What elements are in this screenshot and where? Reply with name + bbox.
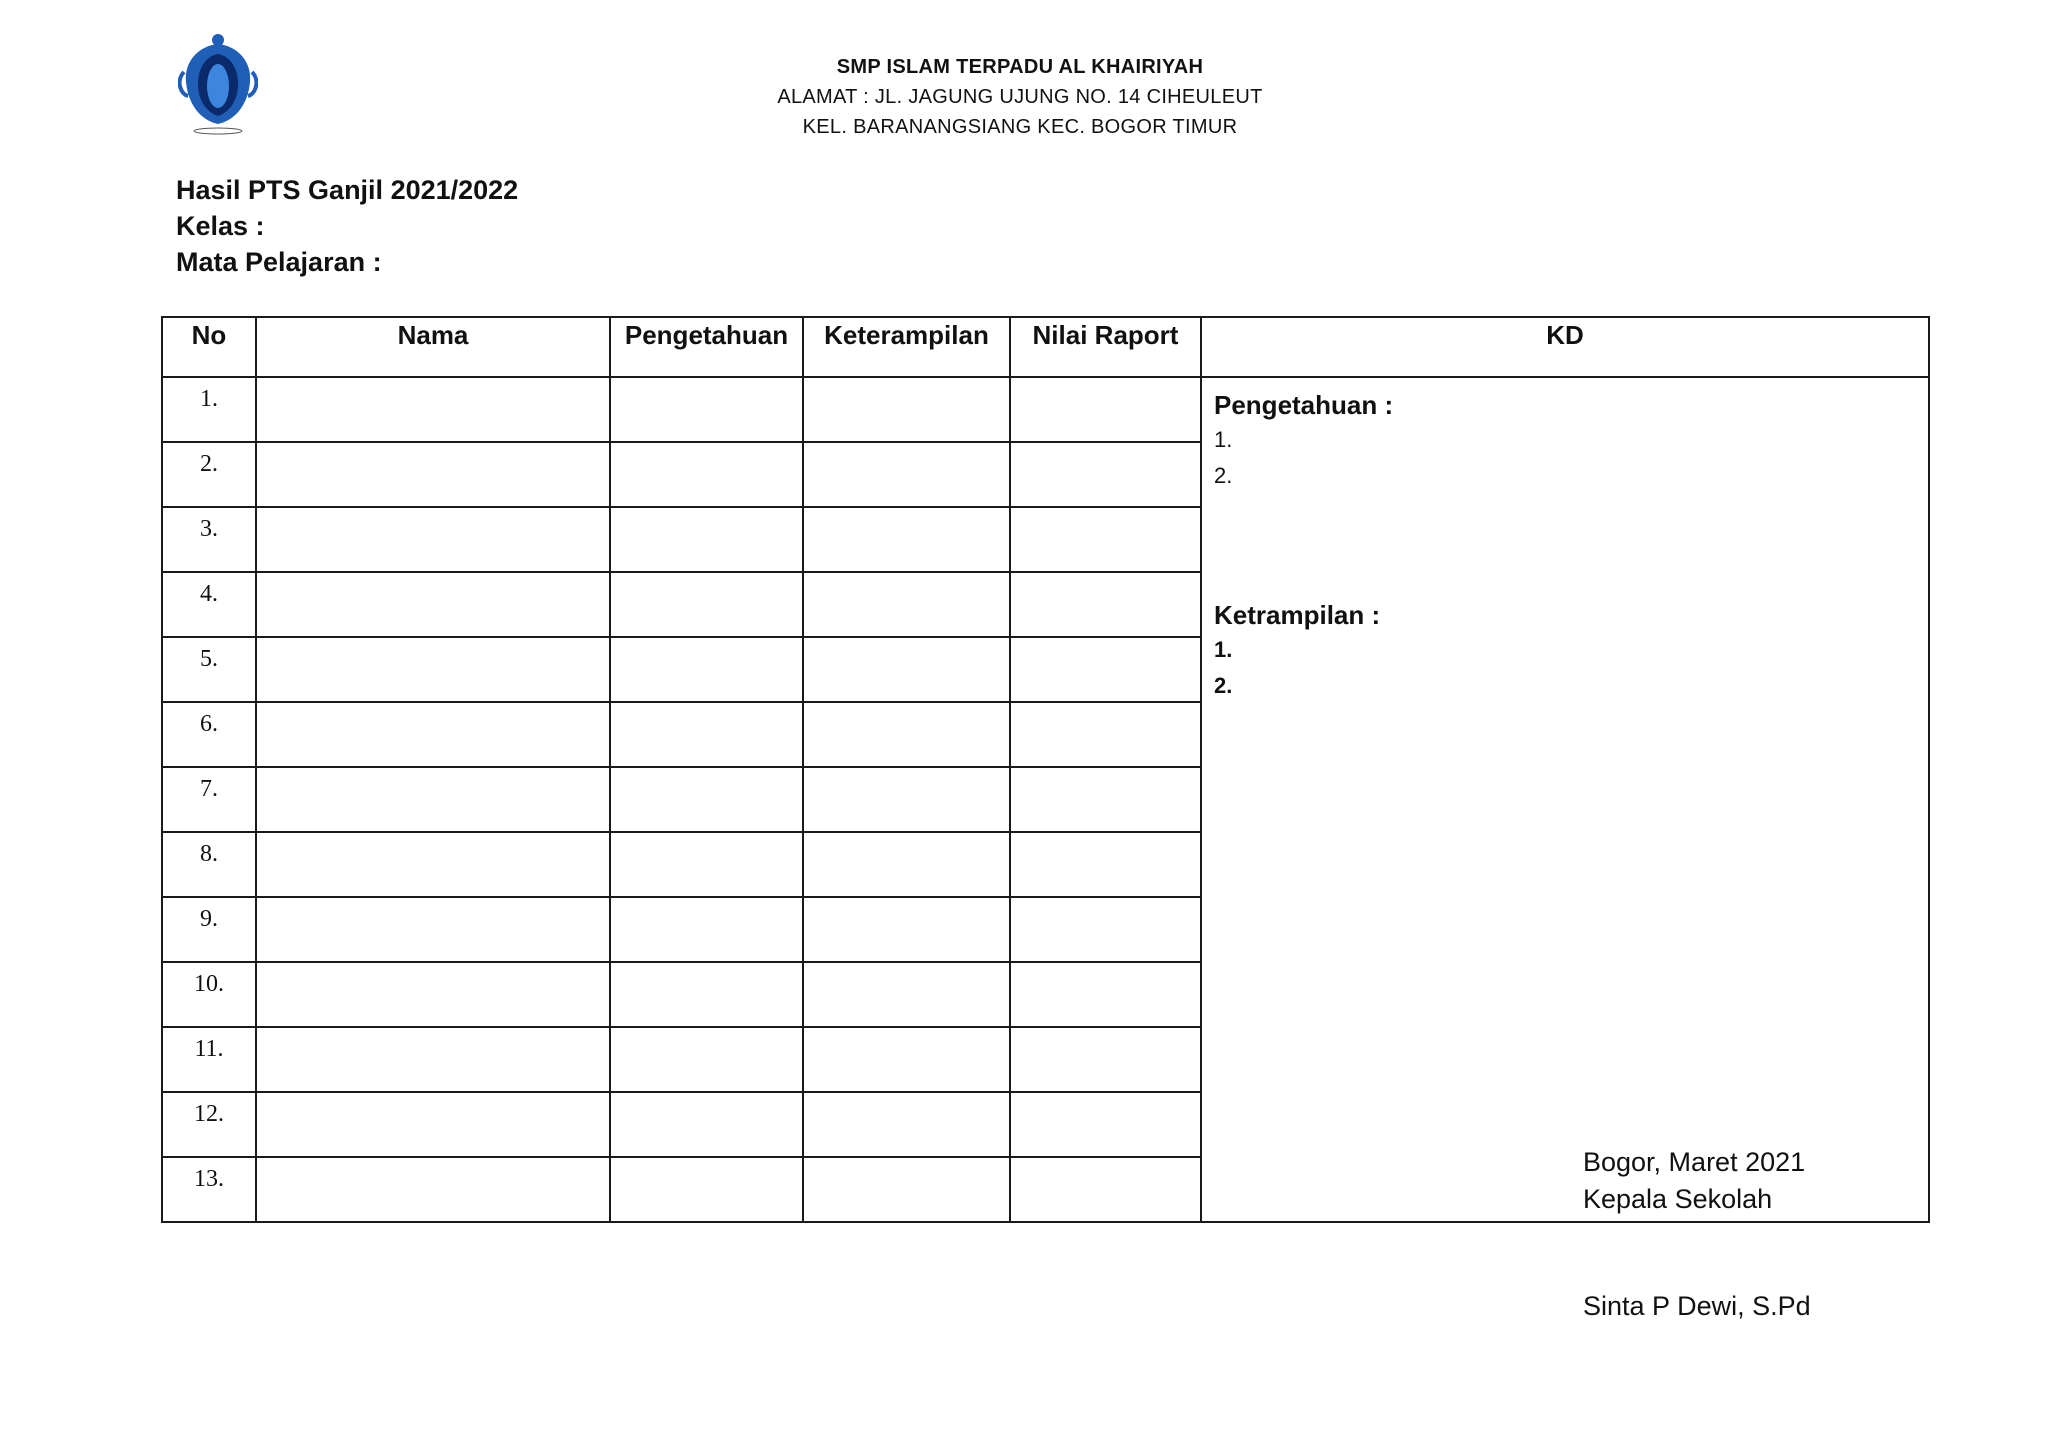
- nilai-raport-cell[interactable]: [1010, 832, 1201, 897]
- nama-cell[interactable]: [256, 507, 610, 572]
- row-number: 5.: [162, 637, 256, 702]
- pengetahuan-cell[interactable]: [610, 897, 803, 962]
- row-number: 9.: [162, 897, 256, 962]
- nilai-raport-cell[interactable]: [1010, 572, 1201, 637]
- kd-keterampilan-item: 1.: [1214, 637, 1233, 662]
- nama-cell[interactable]: [256, 1157, 610, 1222]
- signer-name: Sinta P Dewi, S.Pd: [1583, 1291, 1811, 1321]
- row-number: 12.: [162, 1092, 256, 1157]
- pengetahuan-cell[interactable]: [610, 962, 803, 1027]
- row-number: 6.: [162, 702, 256, 767]
- pengetahuan-cell[interactable]: [610, 1092, 803, 1157]
- kd-cell: [1201, 377, 1929, 1222]
- pengetahuan-cell[interactable]: [610, 1157, 803, 1222]
- kd-pengetahuan-item: 1.: [1214, 427, 1233, 452]
- pengetahuan-cell[interactable]: [610, 572, 803, 637]
- school-name: SMP ISLAM TERPADU AL KHAIRIYAH: [836, 56, 1204, 78]
- column-header-no: No: [162, 317, 256, 377]
- column-header-keterampilan: Keterampilan: [803, 317, 1010, 377]
- pengetahuan-cell[interactable]: [610, 637, 803, 702]
- keterampilan-cell[interactable]: [803, 702, 1010, 767]
- keterampilan-cell[interactable]: [803, 1027, 1010, 1092]
- nilai-raport-cell[interactable]: [1010, 767, 1201, 832]
- nama-cell[interactable]: [256, 897, 610, 962]
- column-header-kd: KD: [1201, 317, 1929, 377]
- nama-cell[interactable]: [256, 637, 610, 702]
- kd-pengetahuan-item: 2.: [1214, 463, 1233, 488]
- table-header-row: [162, 317, 1929, 377]
- signature-block: [1583, 1144, 1811, 1325]
- nilai-raport-cell[interactable]: [1010, 962, 1201, 1027]
- kelas-label: Kelas :: [176, 211, 265, 241]
- nama-cell[interactable]: [256, 832, 610, 897]
- signer-role: Kepala Sekolah: [1583, 1184, 1773, 1214]
- nilai-raport-cell[interactable]: [1010, 1027, 1201, 1092]
- row-number: 8.: [162, 832, 256, 897]
- nama-cell[interactable]: [256, 767, 610, 832]
- grade-table: [161, 316, 1930, 1223]
- address-line-2: KEL. BARANANGSIANG KEC. BOGOR TIMUR: [802, 116, 1238, 138]
- keterampilan-cell[interactable]: [803, 767, 1010, 832]
- nilai-raport-cell[interactable]: [1010, 702, 1201, 767]
- address-line-1: ALAMAT : JL. JAGUNG UJUNG NO. 14 CIHEULEUT: [777, 86, 1263, 108]
- kd-keterampilan-title: Ketrampilan :: [1214, 600, 1381, 630]
- nilai-raport-cell[interactable]: [1010, 1092, 1201, 1157]
- nama-cell[interactable]: [256, 442, 610, 507]
- row-number: 7.: [162, 767, 256, 832]
- mata-pelajaran-label: Mata Pelajaran :: [176, 247, 382, 277]
- keterampilan-cell[interactable]: [803, 897, 1010, 962]
- keterampilan-cell[interactable]: [803, 1092, 1010, 1157]
- keterampilan-cell[interactable]: [803, 962, 1010, 1027]
- pengetahuan-cell[interactable]: [610, 1027, 803, 1092]
- column-header-nilai-raport: Nilai Raport: [1010, 317, 1201, 377]
- pengetahuan-cell[interactable]: [610, 507, 803, 572]
- keterampilan-cell[interactable]: [803, 507, 1010, 572]
- nama-cell[interactable]: [256, 702, 610, 767]
- pengetahuan-cell[interactable]: [610, 832, 803, 897]
- nama-cell[interactable]: [256, 1027, 610, 1092]
- pengetahuan-cell[interactable]: [610, 442, 803, 507]
- row-number: 2.: [162, 442, 256, 507]
- kd-pengetahuan-title: Pengetahuan :: [1214, 390, 1394, 420]
- school-logo: [178, 32, 258, 138]
- nama-cell[interactable]: [256, 377, 610, 442]
- nilai-raport-cell[interactable]: [1010, 637, 1201, 702]
- pengetahuan-cell[interactable]: [610, 767, 803, 832]
- row-number: 4.: [162, 572, 256, 637]
- nama-cell[interactable]: [256, 962, 610, 1027]
- row-number: 13.: [162, 1157, 256, 1222]
- nilai-raport-cell[interactable]: [1010, 507, 1201, 572]
- nilai-raport-cell[interactable]: [1010, 1157, 1201, 1222]
- document-meta: [176, 172, 518, 280]
- nama-cell[interactable]: [256, 1092, 610, 1157]
- keterampilan-cell[interactable]: [803, 442, 1010, 507]
- column-header-pengetahuan: Pengetahuan: [610, 317, 803, 377]
- pengetahuan-cell[interactable]: [610, 377, 803, 442]
- column-header-nama: Nama: [256, 317, 610, 377]
- row-number: 10.: [162, 962, 256, 1027]
- nilai-raport-cell[interactable]: [1010, 897, 1201, 962]
- place-date: Bogor, Maret 2021: [1583, 1147, 1806, 1177]
- nama-cell[interactable]: [256, 572, 610, 637]
- letterhead: [620, 52, 1420, 142]
- pengetahuan-cell[interactable]: [610, 702, 803, 767]
- row-number: 1.: [162, 377, 256, 442]
- row-number: 3.: [162, 507, 256, 572]
- row-number: 11.: [162, 1027, 256, 1092]
- keterampilan-cell[interactable]: [803, 377, 1010, 442]
- keterampilan-cell[interactable]: [803, 832, 1010, 897]
- document-title: Hasil PTS Ganjil 2021/2022: [176, 175, 519, 205]
- keterampilan-cell[interactable]: [803, 1157, 1010, 1222]
- nilai-raport-cell[interactable]: [1010, 442, 1201, 507]
- table-row: [162, 377, 1929, 442]
- nilai-raport-cell[interactable]: [1010, 377, 1201, 442]
- keterampilan-cell[interactable]: [803, 572, 1010, 637]
- kd-keterampilan-item: 2.: [1214, 673, 1233, 698]
- keterampilan-cell[interactable]: [803, 637, 1010, 702]
